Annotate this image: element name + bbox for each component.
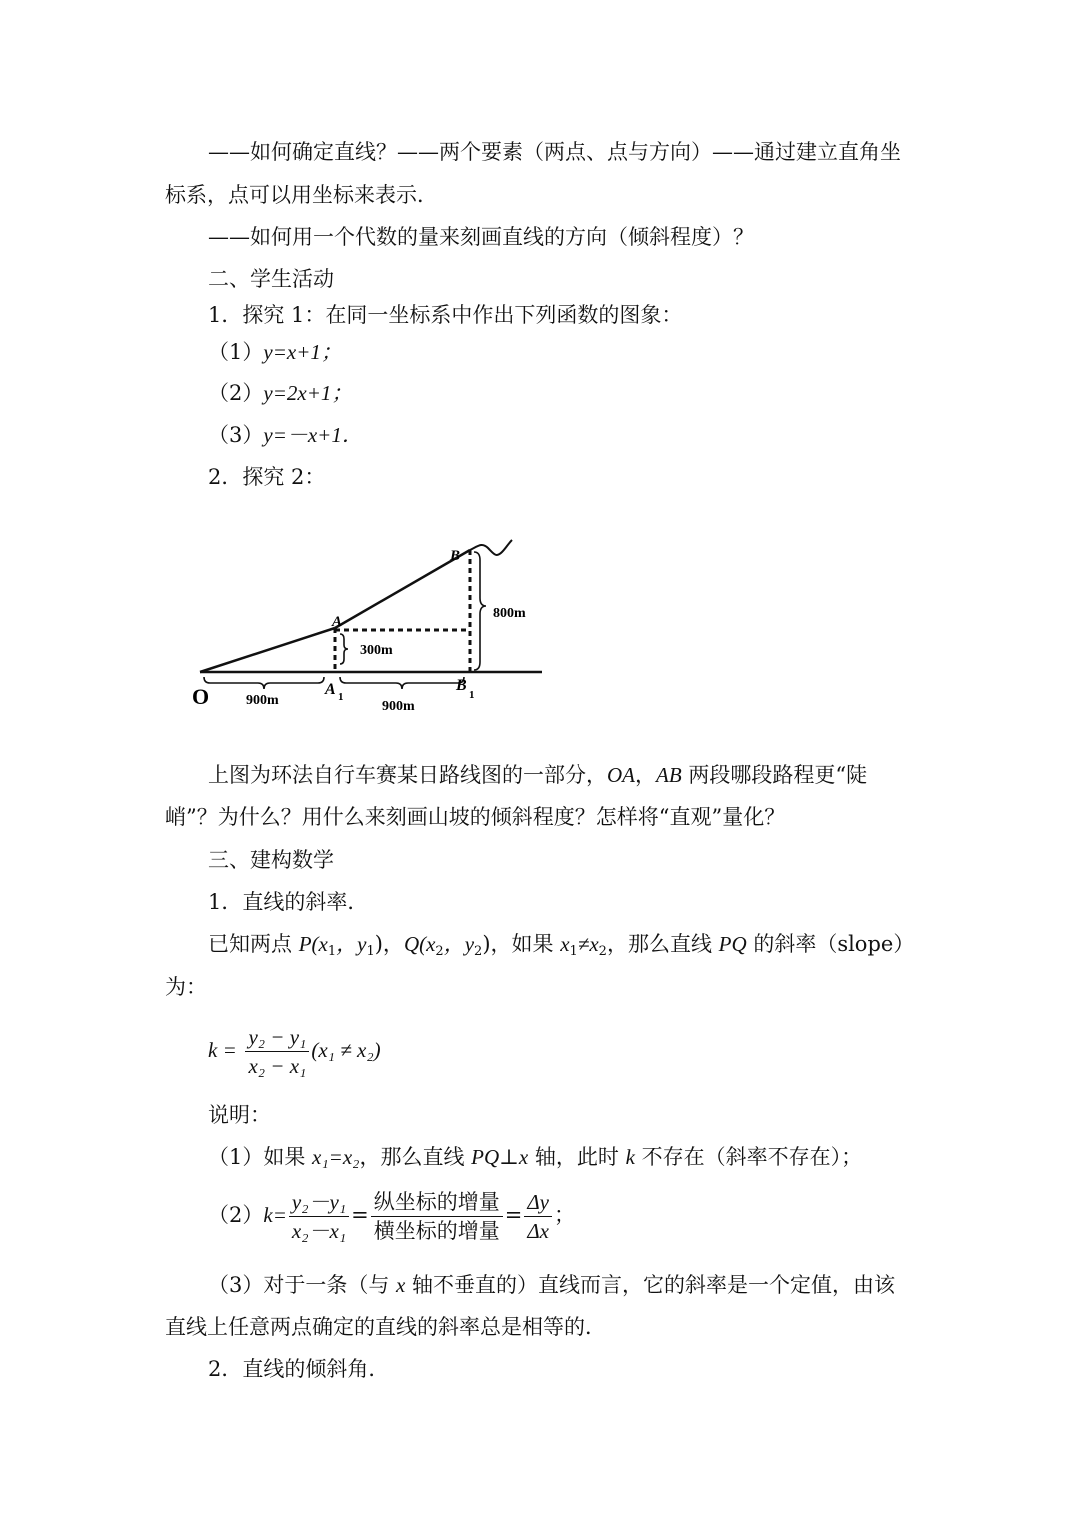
def-Q-sub-x: 2	[435, 944, 444, 959]
def-Q-end: )	[482, 932, 491, 956]
def-cond-sub1: 1	[569, 944, 578, 959]
def-text-c: ，那么直线	[606, 932, 719, 956]
question-line-1	[208, 760, 867, 790]
note-3-line-2: 直线上任意两点确定的直线的斜率总是相等的．	[165, 1315, 606, 1339]
note-heading: 说明：	[208, 1103, 271, 1127]
function-3-expr: y=－x+1．	[263, 423, 363, 447]
note3-text-b: 轴不垂直的）直线而言，它的斜率是一个定值，由该	[405, 1273, 896, 1297]
inclination-subheading: 2．直线的倾斜角．	[208, 1357, 390, 1381]
note2-equals-1: =	[351, 1203, 369, 1227]
def-P-end: )，	[374, 932, 404, 956]
function-1-expr: y=x+1；	[263, 340, 342, 364]
label-900m-OA1: 900m	[246, 693, 279, 708]
explore2-text: 2．探究 2：	[208, 465, 326, 489]
note1-k: k	[625, 1145, 635, 1169]
def-Q-mid: ，y	[443, 932, 475, 956]
def-text-a: 已知两点	[208, 932, 299, 956]
label-B: B	[450, 548, 461, 564]
note1-x-axis: x	[518, 1145, 529, 1169]
note2-den-3: Δx	[527, 1219, 549, 1243]
formula-condition: (x₁ ≠ x₂)	[311, 1038, 381, 1062]
section2-heading: 二、学生活动	[208, 267, 334, 291]
note-1	[208, 1142, 862, 1172]
question-line-2: 峭”？为什么？用什么来刻画山坡的倾斜程度？怎样将“直观”量化？	[165, 805, 786, 829]
note2-den-2: 横坐标的增量	[373, 1219, 500, 1243]
note2-fraction-2	[371, 1188, 503, 1245]
note2-equals-2: =	[504, 1203, 523, 1227]
def-P-sub-x: 1	[327, 944, 337, 959]
label-300m: 300m	[360, 643, 393, 658]
note2-number: （2）	[208, 1203, 264, 1227]
note2-num-2: 纵坐标的增量	[371, 1188, 503, 1217]
note1-condition: x₁=x₂	[312, 1145, 360, 1169]
formula-fraction	[245, 1023, 309, 1080]
def-text-d: 的斜率（slope）	[746, 932, 915, 956]
note1-text-d: 轴，此时	[528, 1145, 626, 1169]
label-A1: A	[325, 681, 336, 698]
def-point-Q: Q(x	[403, 932, 436, 956]
question-text-b: 两段哪段路程更“陡	[681, 763, 868, 787]
question-AB: AB	[656, 763, 682, 787]
note1-text-e: 不存在（斜率不存在）；	[634, 1145, 863, 1169]
label-A1-subscript: 1	[338, 691, 344, 703]
def-point-P: P(x	[298, 932, 328, 956]
label-O: O	[192, 684, 210, 709]
label-800m: 800m	[493, 606, 526, 621]
intro-line-1: ——如何确定直线？——两个要素（两点、点与方向）——通过建立直角坐	[208, 140, 901, 164]
label-B1: B	[456, 677, 467, 694]
note3-text-a: （3）对于一条（与	[208, 1273, 397, 1297]
function-2	[208, 378, 352, 408]
def-P-mid: ，y	[336, 932, 367, 956]
label-B1-subscript: 1	[469, 689, 475, 701]
question-text-a: 上图为环法自行车赛某日路线图的一部分，	[208, 763, 607, 787]
def-cond-x1: x	[560, 932, 570, 956]
def-text-b: ，如果	[490, 932, 561, 956]
def-P-sub-y: 1	[366, 944, 375, 959]
note3-x: x	[396, 1273, 406, 1297]
explore1-text: 1．探究 1：在同一坐标系中作出下列函数的图象：	[208, 303, 683, 327]
segment-OA	[200, 628, 335, 672]
question-OA: OA	[607, 763, 635, 787]
function-1	[208, 337, 342, 367]
note-2	[208, 1188, 575, 1245]
label-A: A	[332, 614, 343, 630]
note1-text-a: （1）如果	[208, 1145, 313, 1169]
brace-300m	[340, 634, 348, 664]
label-900m-A1B1: 900m	[382, 699, 415, 714]
slope-formula	[208, 1023, 381, 1080]
formula-denominator: x₂ − x₁	[248, 1054, 307, 1078]
function-2-number: （2）	[208, 381, 264, 405]
intro-line-2: 标系，点可以用坐标来表示．	[165, 183, 438, 207]
intro-line-3: ——如何用一个代数的量来刻画直线的方向（倾斜程度）？	[208, 225, 754, 249]
brace-OA1	[204, 677, 324, 689]
note2-k: k=	[263, 1203, 287, 1227]
def-cond-neq: ≠x	[577, 932, 599, 956]
route-diagram	[190, 530, 560, 730]
note2-end: ；	[554, 1203, 575, 1227]
note2-den-1: x₂－x₁	[291, 1219, 347, 1243]
note1-PQ: PQ	[471, 1145, 500, 1169]
note-3-line-1	[208, 1270, 895, 1300]
note2-fraction-1	[289, 1188, 349, 1245]
note2-fraction-3	[524, 1188, 552, 1245]
question-separator: ，	[635, 763, 656, 787]
function-3	[208, 420, 363, 450]
function-1-number: （1）	[208, 340, 264, 364]
formula-numerator: y₂ − y₁	[245, 1023, 309, 1052]
function-3-number: （3）	[208, 423, 264, 447]
section3-heading: 三、建构数学	[208, 848, 334, 872]
note1-text-b: ，那么直线	[359, 1145, 472, 1169]
note1-perp: ⊥	[499, 1145, 519, 1169]
slope-definition-line-1	[208, 929, 914, 959]
brace-800m	[474, 552, 486, 670]
def-Q-sub-y: 2	[474, 944, 483, 959]
def-cond-sub2: 2	[598, 944, 607, 959]
note2-num-1: y₂－y₁	[289, 1188, 349, 1217]
formula-k: k =	[208, 1038, 237, 1062]
note2-num-3: Δy	[524, 1188, 552, 1217]
brace-A1B1	[340, 677, 464, 689]
slope-definition-line-2: 为：	[165, 975, 207, 999]
slope-subheading: 1．直线的斜率．	[208, 890, 369, 914]
function-2-expr: y=2x+1；	[263, 381, 353, 405]
def-line-PQ: PQ	[718, 932, 747, 956]
